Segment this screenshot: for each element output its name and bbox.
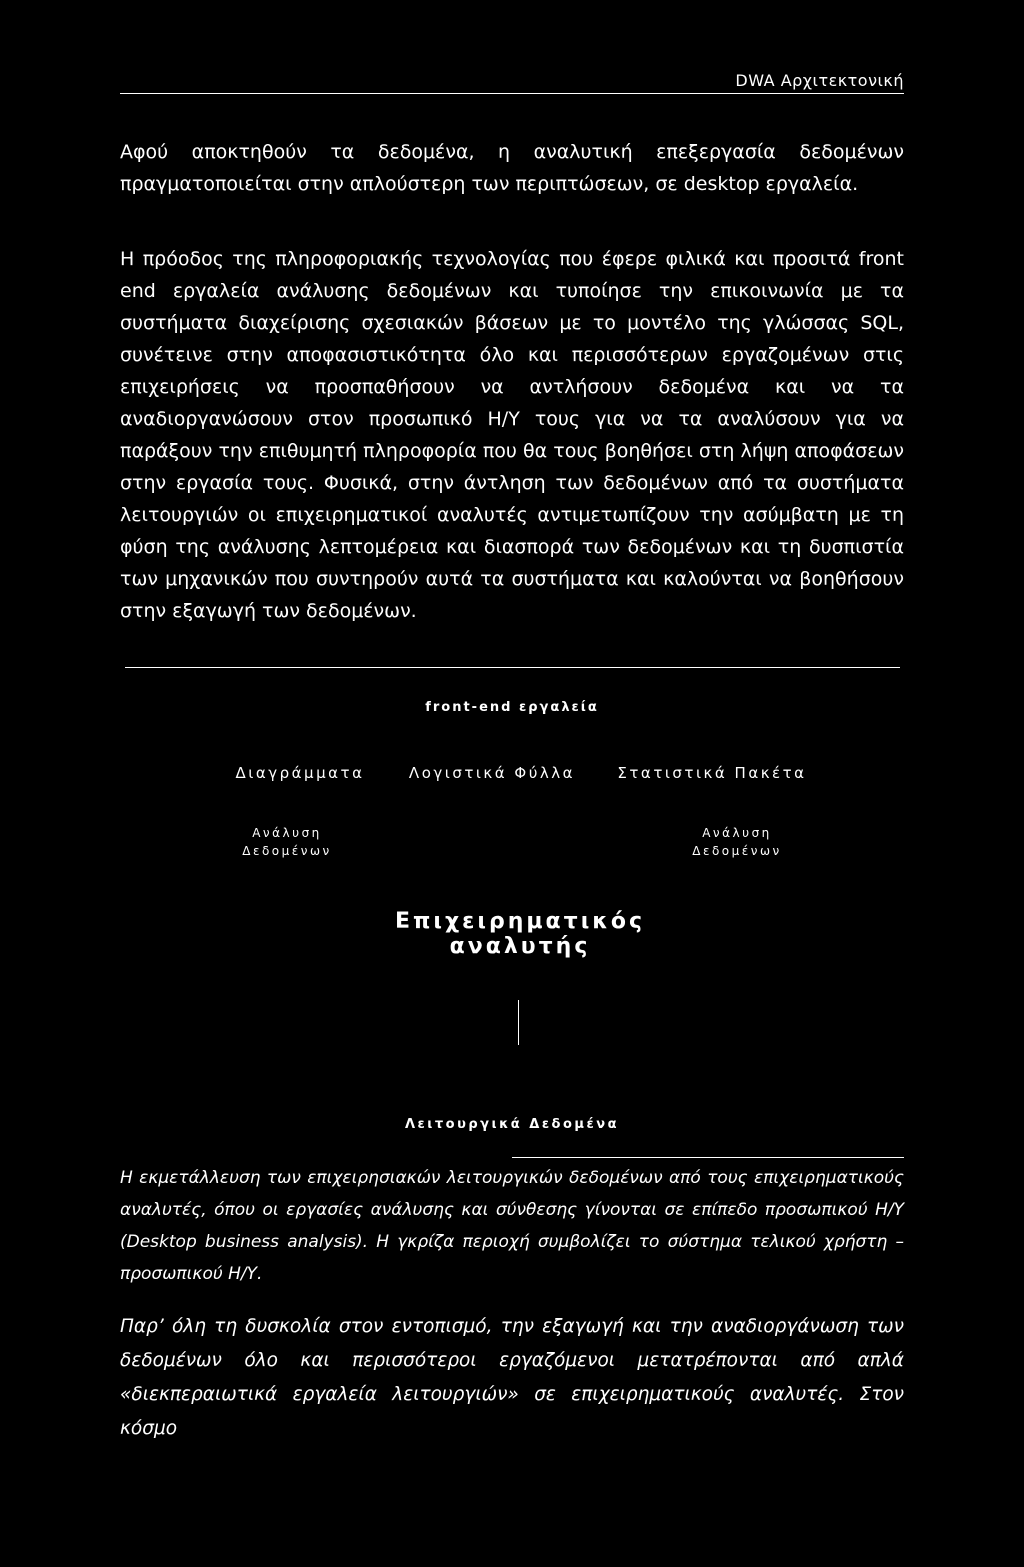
analysis-left-line-2: Δεδομένων: [242, 844, 332, 858]
analysis-right-line-1: Ανάλυση: [702, 826, 772, 840]
figure-top-rule: [125, 667, 900, 668]
closing-paragraph: Παρ’ όλη τη δυσκολία στον εντοπισμό, την εξαγωγή και την αναδιοργάνωση των δεδομένων όλο και περισσότεροι εργαζόμενοι μετατρέπονται από απλά «διεκπεραιωτικά εργαλεία λειτουργιών» σε επιχειρηματικούς αναλυτές. Στον κόσμο: [120, 1316, 904, 1439]
header-rule: [120, 93, 904, 94]
category-diagrams: Διαγράμματα: [235, 764, 365, 782]
figure-title: front-end εργαλεία: [425, 700, 599, 715]
category-spreadsheets: Λογιστικά Φύλλα: [408, 764, 576, 782]
analysis-right-line-2: Δεδομένων: [692, 844, 782, 858]
analyst-line-2: αναλυτής: [449, 934, 591, 959]
analysis-label-left: [242, 824, 331, 860]
analysis-label-right: [692, 824, 781, 860]
operational-data-label: Λειτουργικά Δεδομένα: [404, 1117, 620, 1132]
business-analyst-label: [395, 909, 645, 959]
analyst-line-1: Επιχειρηματικός: [394, 909, 646, 934]
figure-caption: Η εκμετάλλευση των επιχειρησιακών λειτουργικών δεδομένων από τους επιχειρηματικούς αναλυτές, όπου οι εργασίες ανάλυσης και σύνθεσης γίνονται σε επίπεδο προσωπικού Η/Υ (Desktop business analysis). Η γκρίζα περιοχή συμβολίζει το σύστημα τελικού χρήστη – προσωπικού Η/Υ.: [120, 1168, 904, 1284]
analysis-left-line-1: Ανάλυση: [252, 826, 322, 840]
connector-line: [518, 1000, 519, 1045]
running-header-title: DWA Αρχιτεκτονική: [735, 71, 904, 90]
category-statistical-packages: Στατιστικά Πακέτα: [617, 764, 807, 782]
caption-rule: [512, 1157, 904, 1158]
paragraph-1: Αφού αποκτηθούν τα δεδομένα, η αναλυτική επεξεργασία δεδομένων πραγματοποιείται στην απλούστερη των περιπτώσεων, σε desktop εργαλεία.: [120, 141, 904, 195]
paragraph-2: Η πρόοδος της πληροφοριακής τεχνολογίας που έφερε φιλικά και προσιτά front end εργαλεία ανάλυσης δεδομένων και τυποίησε την επικοινωνία με τα συστήματα διαχείρισης σχεσιακών βάσεων με το μοντέλο της γλώσσας SQL, συνέτεινε στην αποφασιστικότητα όλο και περισσότερων εργαζομένων στις επιχειρήσεις να προσπαθήσουν να αντλήσουν δεδομένα και να τα αναδιοργανώσουν στον προσωπικό Η/Υ τους για να τα αναλύσουν για να παράξουν την επιθυμητή πληροφορία που θα τους βοηθήσει στη λήψη αποφάσεων στην εργασία τους. Φυσικά, στην άντληση των δεδομένων από τα συστήματα λειτουργιών οι επιχειρηματικοί αναλυτές αντιμετωπίζουν την ασύμβατη με τη φύση της ανάλυσης λεπτομέρεια και διασπορά των δεδομένων και τη δυσπιστία των μηχανικών που συντηρούν αυτά τα συστήματα και καλούνται να βοηθήσουν στην εξαγωγή των δεδομένων.: [120, 248, 904, 622]
